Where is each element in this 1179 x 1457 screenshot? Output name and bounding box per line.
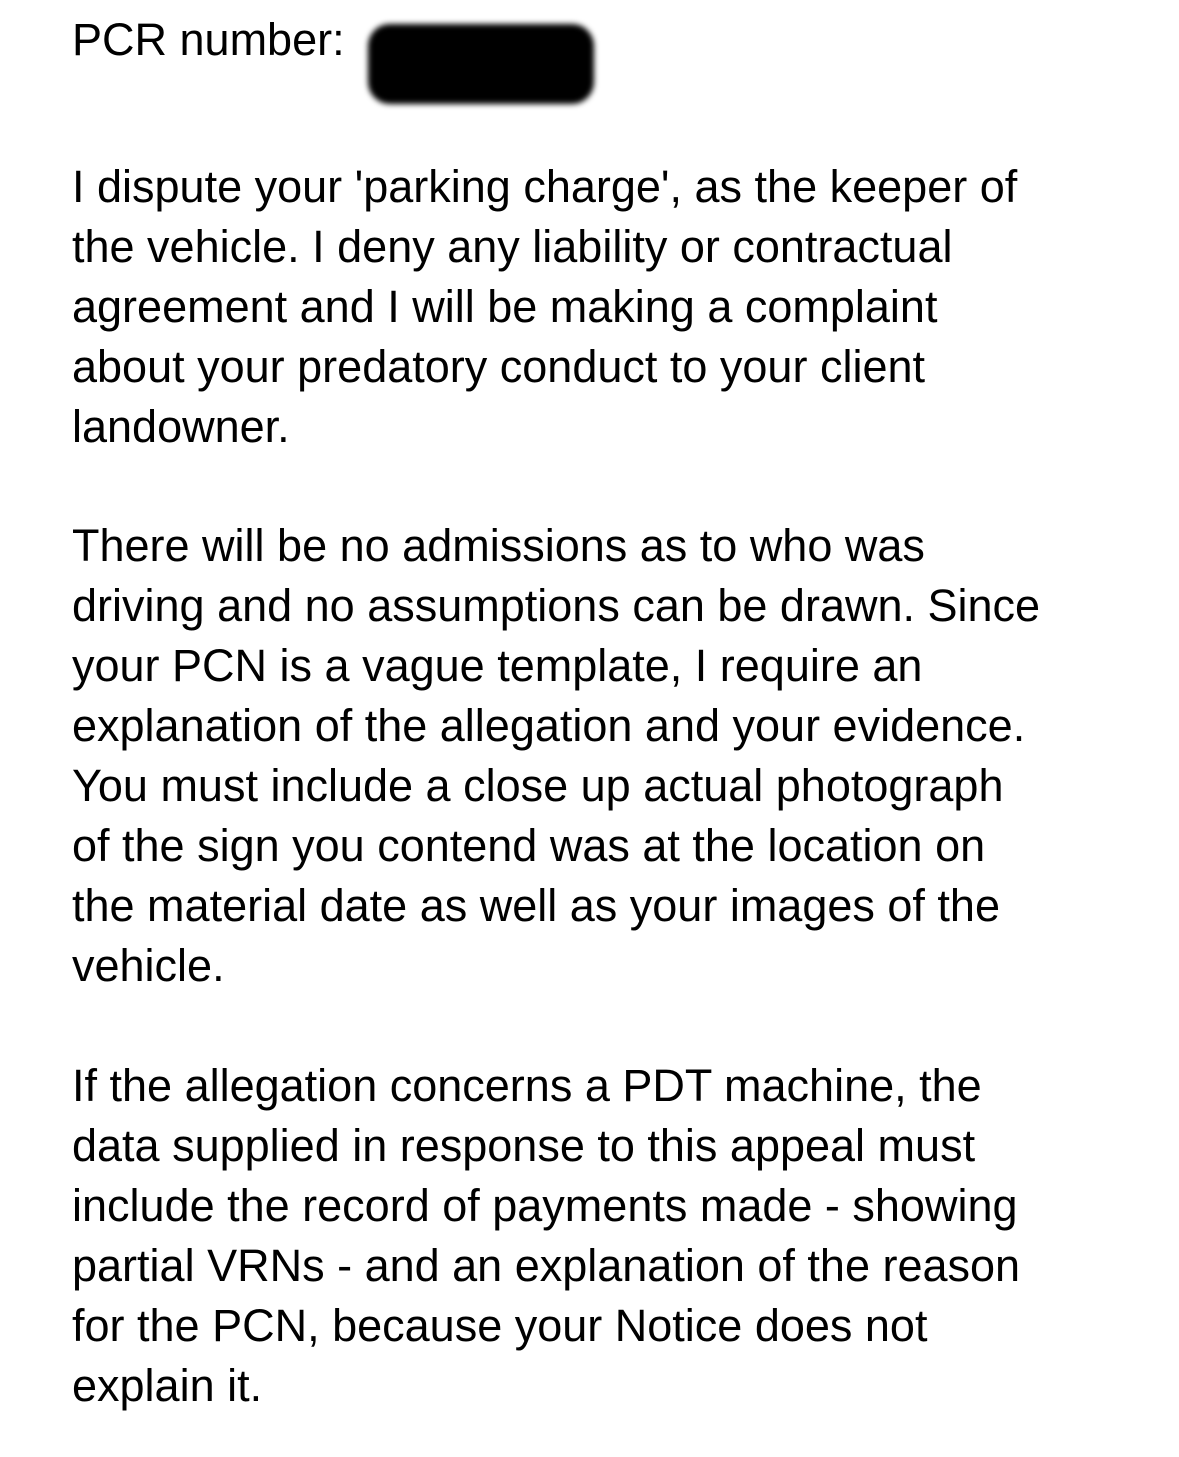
text-line: agreement and I will be making a complaint: [72, 281, 938, 332]
paragraph-dispute: [72, 157, 1152, 457]
text-line: the material date as well as your images of the: [72, 880, 1000, 931]
text-line: explain it.: [72, 1360, 263, 1411]
text-line: landowner.: [72, 401, 290, 452]
pcr-number-label: PCR number:: [72, 14, 345, 65]
text-line: You must include a close up actual photograph: [72, 760, 1004, 811]
text-line: of the sign you contend was at the location on: [72, 820, 986, 871]
paragraph-evidence: [72, 516, 1152, 996]
text-line: If the allegation concerns a PDT machine, the: [72, 1060, 982, 1111]
redaction-mark: [368, 24, 594, 104]
text-line: vehicle.: [72, 940, 225, 991]
text-line: driving and no assumptions can be drawn. Since: [72, 580, 1041, 631]
text-line: about your predatory conduct to your client: [72, 341, 926, 392]
text-line: partial VRNs - and an explanation of the reason: [72, 1240, 1021, 1291]
text-line: There will be no admissions as to who was: [72, 520, 925, 571]
text-line: for the PCN, because your Notice does not: [72, 1300, 928, 1351]
text-line: include the record of payments made - showing: [72, 1180, 1018, 1231]
text-line: I dispute your 'parking charge', as the keeper of: [72, 161, 1018, 212]
text-line: your PCN is a vague template, I require an: [72, 640, 923, 691]
text-line: data supplied in response to this appeal must: [72, 1120, 976, 1171]
text-line: explanation of the allegation and your evidence.: [72, 700, 1026, 751]
text-line: the vehicle. I deny any liability or contractual: [72, 221, 953, 272]
paragraph-pdt-machine: [72, 1056, 1152, 1416]
